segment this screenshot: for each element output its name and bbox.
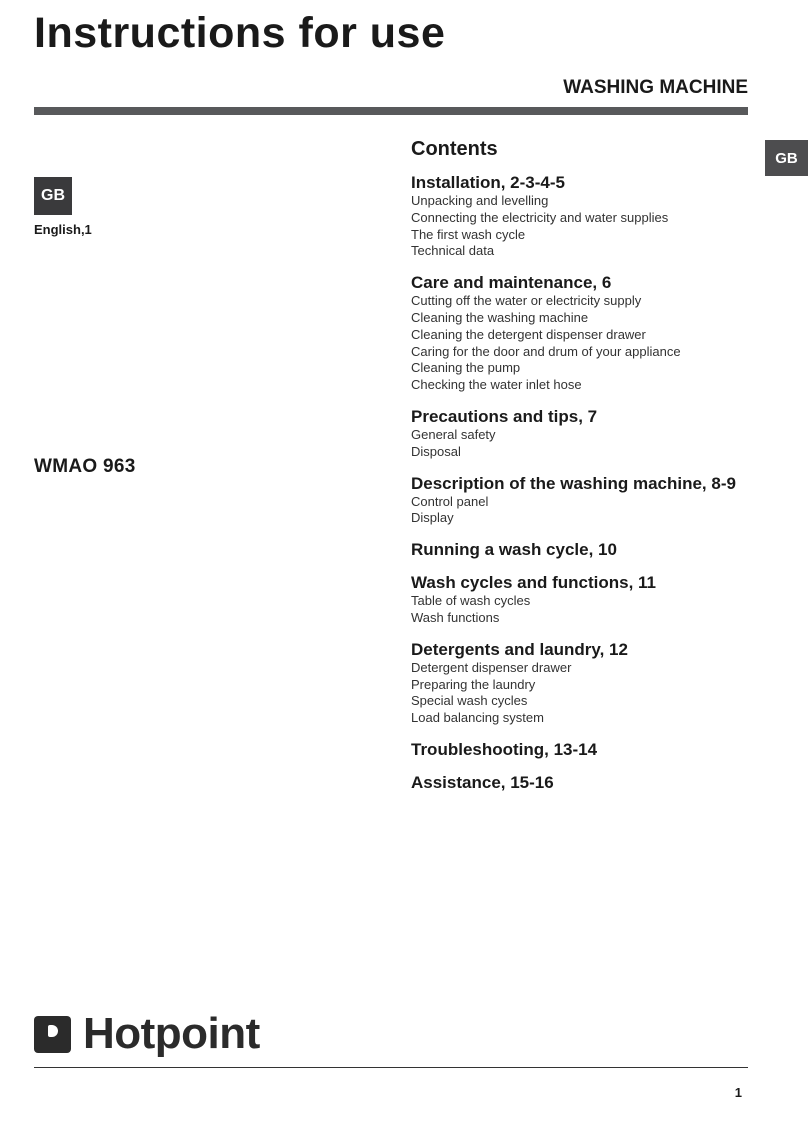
section-item: Control panel [411, 493, 489, 509]
section-item: Wash functions [411, 609, 500, 625]
section-item: Load balancing system [411, 710, 544, 726]
section-title: Running a wash cycle, 10 [411, 540, 617, 560]
section-title: Description of the washing machine, 8-9 [411, 473, 736, 493]
document-title: Instructions for use [34, 9, 446, 57]
section-item-list [411, 427, 771, 461]
contents-section [411, 740, 771, 760]
language-badge: GB [34, 177, 72, 215]
section-item: Disposal [411, 443, 461, 459]
document-subtitle: WASHING MACHINE [563, 77, 748, 98]
brand-logo [34, 1010, 260, 1058]
language-page-reference: English,1 [34, 222, 92, 237]
footer-divider [34, 1067, 748, 1068]
section-item: Detergent dispenser drawer [411, 659, 572, 675]
brand-name: Hotpoint [83, 1009, 260, 1058]
section-item: The first wash cycle [411, 226, 526, 242]
section-item-list [411, 660, 771, 727]
section-item: General safety [411, 426, 496, 442]
section-item: Checking the water inlet hose [411, 377, 582, 393]
contents-section [411, 273, 771, 394]
language-side-tab: GB [765, 140, 808, 176]
section-title: Care and maintenance, 6 [411, 273, 612, 293]
contents-section [411, 640, 771, 727]
contents-section [411, 773, 771, 793]
model-number: WMAO 963 [34, 456, 136, 477]
section-title: Precautions and tips, 7 [411, 406, 598, 426]
section-item-list [411, 193, 771, 260]
section-item: Connecting the electricity and water supplies [411, 209, 669, 225]
section-item-list [411, 494, 771, 528]
page-number: 1 [734, 1085, 742, 1100]
section-item: Technical data [411, 243, 495, 259]
contents-section [411, 173, 771, 260]
section-item: Cleaning the pump [411, 360, 521, 376]
section-item: Cleaning the detergent dispenser drawer [411, 326, 646, 342]
table-of-contents [411, 137, 771, 806]
section-item: Unpacking and levelling [411, 193, 549, 208]
section-item-list [411, 593, 771, 627]
section-item: Special wash cycles [411, 693, 528, 709]
contents-sections [411, 173, 771, 793]
section-title: Troubleshooting, 13-14 [411, 739, 598, 759]
section-item-list [411, 293, 771, 394]
contents-section [411, 474, 771, 528]
section-item: Cleaning the washing machine [411, 309, 589, 325]
section-item: Cutting off the water or electricity supply [411, 293, 642, 309]
hotpoint-logo-icon [34, 1016, 71, 1053]
header-divider [34, 107, 748, 115]
section-item: Display [411, 510, 454, 526]
contents-heading: Contents [411, 138, 498, 160]
section-item: Caring for the door and drum of your appliance [411, 343, 681, 359]
contents-section [411, 573, 771, 627]
section-item: Preparing the laundry [411, 676, 536, 692]
contents-section [411, 407, 771, 461]
section-title: Installation, 2-3-4-5 [411, 173, 565, 192]
section-title: Assistance, 15-16 [411, 772, 554, 792]
section-title: Detergents and laundry, 12 [411, 639, 628, 659]
section-title: Wash cycles and functions, 11 [411, 573, 657, 593]
section-item: Table of wash cycles [411, 593, 531, 609]
contents-section [411, 540, 771, 560]
